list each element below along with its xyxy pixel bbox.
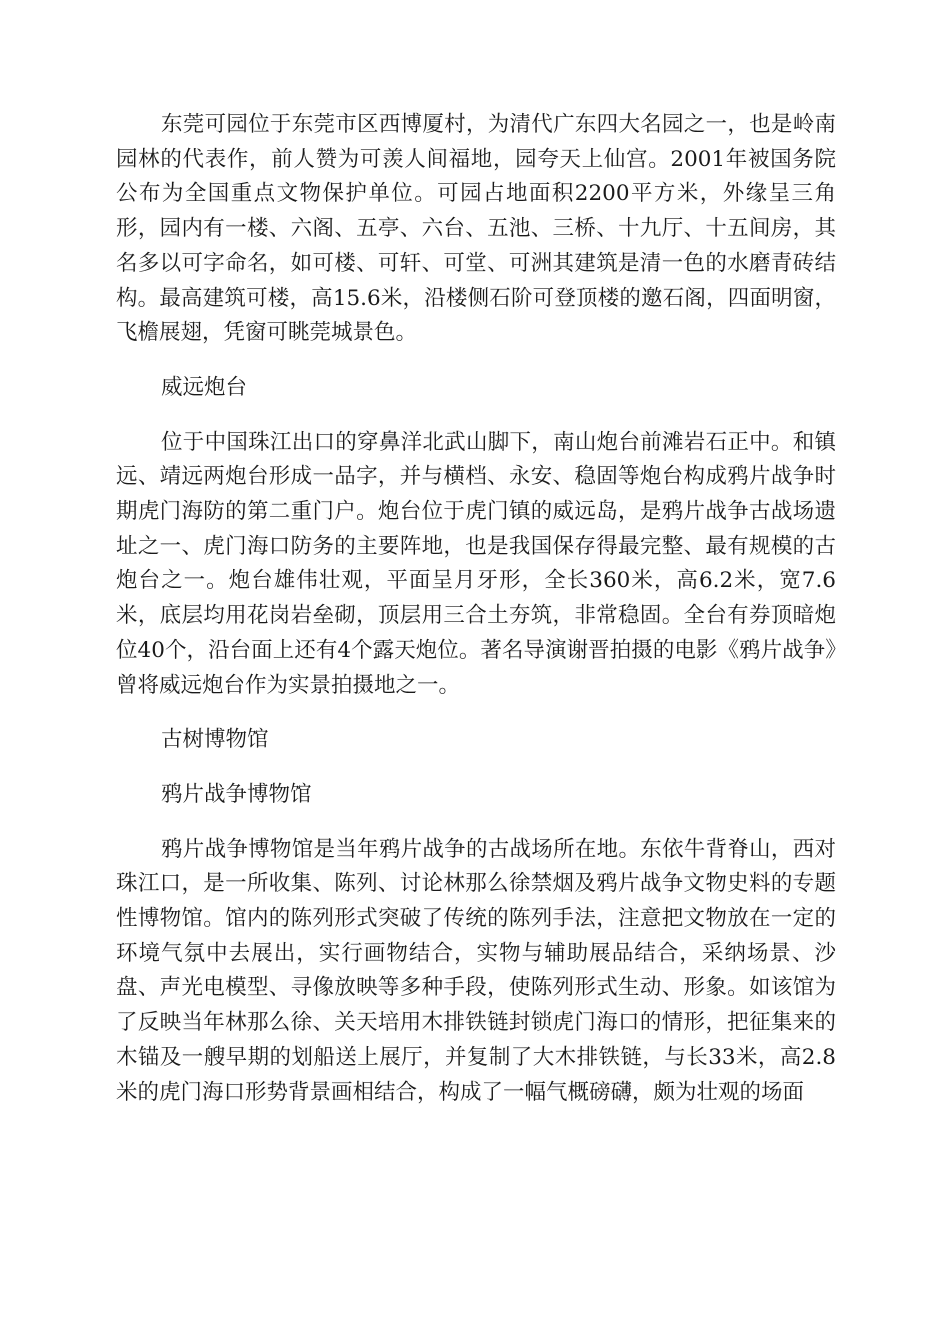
document-page — [116, 108, 836, 1110]
paragraph-opium-war-museum: 鸦片战争博物馆是当年鸦片战争的古战场所在地。东依牛背脊山，西对珠江口，是一所收集、陈列、讨论林那么徐禁烟及鸦片战争文物史料的专题性博物馆。馆内的陈列形式突破了传统的陈列手法，注意把文物放在一定的环境气氛中去展出，实行画物结合，实物与辅助展品结合，采纳场景、沙盘、声光电模型、寻像放映等多种手段，使陈列形式生动、形象。如该馆为了反映当年林那么徐、关天培用木排铁链封锁虎门海口的情形，把征集来的木锚及一艘早期的划船送上展厅，并复制了大木排铁链，与长33米，高2.8米的虎门海口形势背景画相结合，构成了一幅气概磅礴，颇为壮观的场面 — [116, 836, 836, 1105]
heading-weiyuan-fort: 威远炮台 — [161, 374, 248, 400]
heading-ancient-tree-museum: 古树博物馆 — [161, 727, 269, 753]
paragraph-keyuan: 东莞可园位于东莞市区西博厦村，为清代广东四大名园之一，也是岭南园林的代表作，前人赞为可羡人间福地，园夸天上仙宫。2001年被国务院公布为全国重点文物保护单位。可园占地面积2200平方米，外缘呈三角形，园内有一楼、六阁、五亭、六台、五池、三桥、十九厅、十五间房，其名多以可字命名，如可楼、可轩、可堂、可洲其建筑是清一色的水磨青砖结构。最高建筑可楼，高15.6米，沿楼侧石阶可登顶楼的邀石阁，四面明窗，飞檐展翅，凭窗可眺莞城景色。 — [116, 112, 836, 346]
paragraph-weiyuan-fort: 位于中国珠江出口的穿鼻洋北武山脚下，南山炮台前滩岩石正中。和镇远、靖远两炮台形成一品字，并与横档、永安、稳固等炮台构成鸦片战争时期虎门海防的第二重门户。炮台位于虎门镇的威远岛，是鸦片战争古战场遗址之一、虎门海口防务的主要阵地，也是我国保存得最完整、最有规模的古炮台之一。炮台雄伟壮观，平面呈月牙形，全长360米，高6.2米，宽7.6米，底层均用花岗岩垒砌，顶层用三合土夯筑，非常稳固。全台有券顶暗炮位40个，沿台面上还有4个露天炮位。著名导演谢晋拍摄的电影《鸦片战争》曾将威远炮台作为实景拍摄地之一。 — [116, 429, 836, 698]
heading-opium-war-museum: 鸦片战争博物馆 — [161, 781, 312, 807]
